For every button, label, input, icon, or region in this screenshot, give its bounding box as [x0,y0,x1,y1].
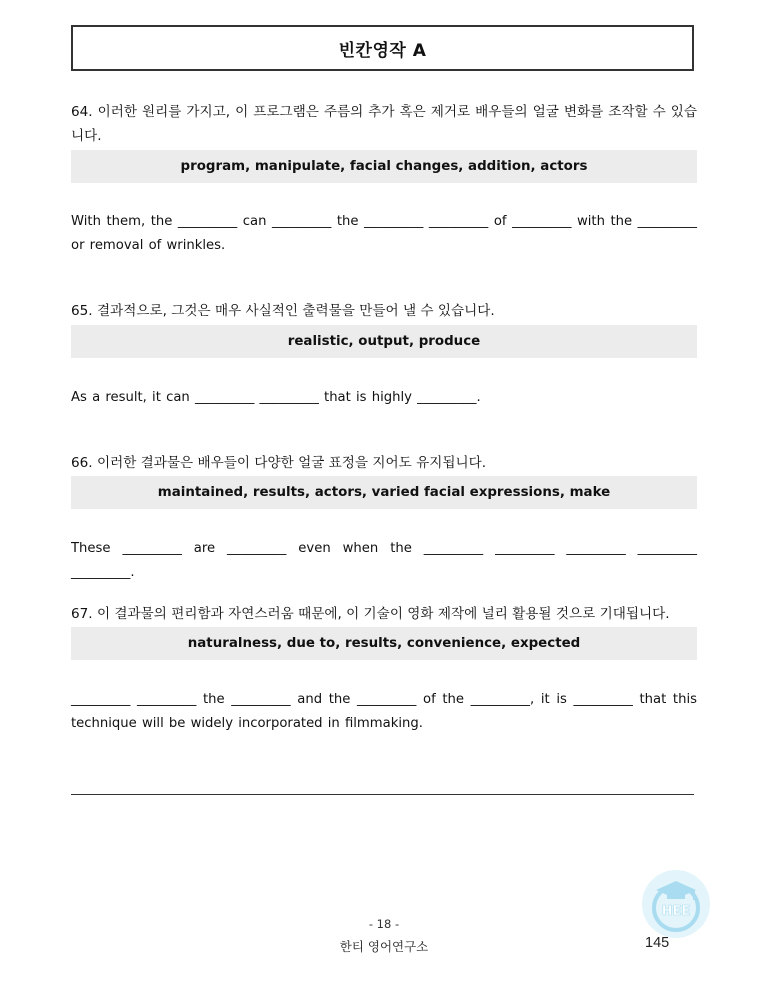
question-64-answer: With them, the _________ can _________ the _________ _________ of _________ with the _________ or removal of wrinkles. [71,214,697,253]
question-65-prompt: 65. 결과적으로, 그것은 매우 사실적인 출력물을 만들어 낼 수 있습니다. [71,303,495,319]
question-65-hint: realistic, output, produce [71,325,697,358]
page-number: - 18 - [368,917,400,931]
question-67-prompt: 67. 이 결과물의 편리함과 자연스러움 때문에, 이 기술이 영화 제작에 널리 활용될 것으로 기대됩니다. [71,606,670,622]
question-67-answer: _________ _________ the _________ and the _________ of the _________, it is _________ that this technique will be widely incorporated in filmmaking. [71,692,697,731]
question-67-hint: naturalness, due to, results, convenience, expected [71,627,697,660]
question-66-hint: maintained, results, actors, varied facial expressions, make [71,476,697,509]
divider-line [71,794,694,795]
question-64-hint: program, manipulate, facial changes, addition, actors [71,150,697,183]
page-count: 145 [645,935,670,951]
publisher-name: 한티 영어연구소 [339,939,429,954]
question-65-answer: As a result, it can _________ _________ that is highly _________. [71,390,481,405]
logo-text: HEE [661,904,691,919]
question-66-answer: These _________ are _________ even when the _________ _________ _________ _________ _________. [71,541,697,580]
page-title: 빈칸영작 A [71,25,694,71]
question-64-prompt: 64. 이러한 원리를 가지고, 이 프로그램은 주름의 추가 혹은 제거로 배우들의 얼굴 변화를 조작할 수 있습니다. [71,104,697,144]
question-66-prompt: 66. 이러한 결과물은 배우들이 다양한 얼굴 표정을 지어도 유지됩니다. [71,455,487,471]
